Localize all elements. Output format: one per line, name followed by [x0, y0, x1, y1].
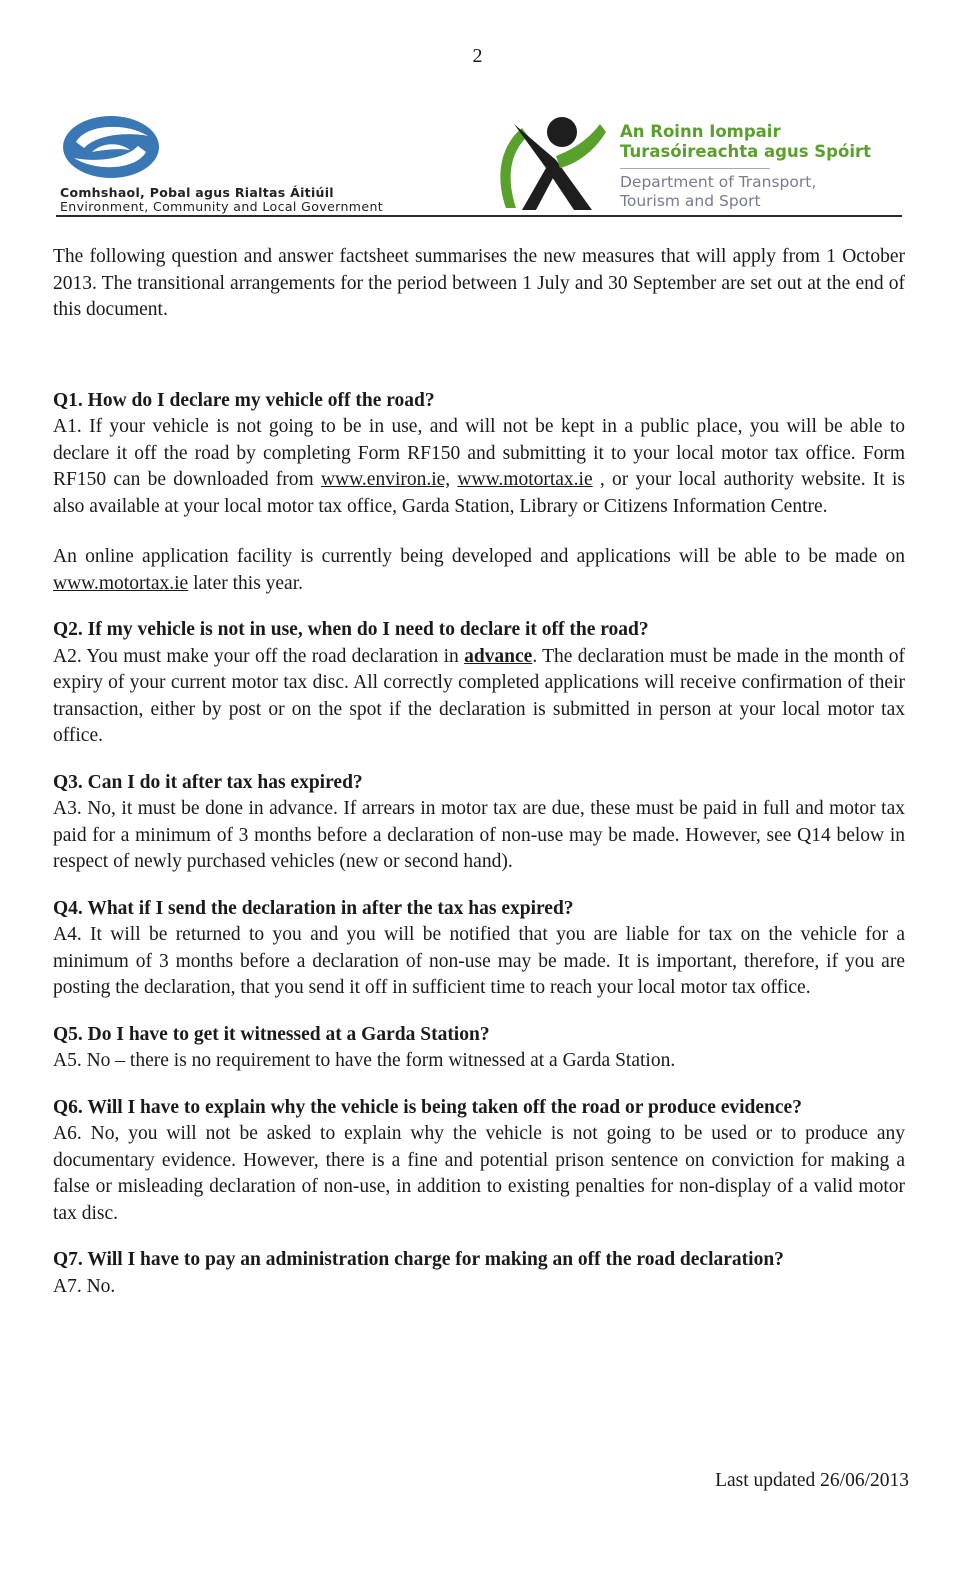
answer-label: A1 — [53, 416, 77, 437]
answer-a6 — [53, 1121, 905, 1227]
transport-department-irish-line2: Turasóireachta agus Spóirt — [620, 142, 871, 161]
header-divider — [56, 215, 902, 217]
question-q4: Q4. What if I send the declaration in after the tax has expired? — [53, 897, 574, 919]
answer-label: A4 — [53, 924, 77, 945]
answer-text: . No. — [76, 1275, 116, 1297]
advance-emphasis: advance — [464, 645, 533, 667]
environment-logo-icon — [56, 112, 166, 182]
transport-department-name — [620, 122, 871, 211]
online-text: later this year. — [188, 572, 304, 594]
transport-department-english-line2: Tourism and Sport — [620, 192, 761, 210]
online-facility-paragraph — [53, 544, 905, 597]
question-q3: Q3. Can I do it after tax has expired? — [53, 771, 363, 793]
answer-text: . It will be returned to you and you will be notified that you are liable for tax on the vehicle for a minimum of 3 months before a declaration of non-use may be made. It is important, therefore, if you are posting the declaration, that you send it off in sufficient time to reach your local motor tax office. — [53, 924, 905, 998]
environment-department-irish: Comhshaol, Pobal agus Rialtas Áitiúil — [60, 185, 334, 200]
answer-label: A7 — [53, 1275, 77, 1297]
answer-label: A5 — [53, 1050, 77, 1071]
qa-item-q5 — [53, 1022, 905, 1075]
letterhead — [52, 108, 900, 220]
answer-a3 — [53, 796, 905, 876]
last-updated: Last updated 26/06/2013 — [715, 1470, 909, 1491]
answer-a5 — [53, 1048, 905, 1075]
qa-item-q3 — [53, 770, 905, 876]
answer-label: A3 — [53, 798, 77, 819]
department-separator — [620, 168, 770, 169]
answer-label: A6 — [53, 1123, 77, 1144]
answer-text: , or your local authority website. It is also available at your local motor tax office, Garda Station, Library or Citizens Information Centre. — [53, 469, 905, 517]
question-q5: Q5. Do I have to get it witnessed at a Garda Station? — [53, 1023, 490, 1045]
question-q6: Q6. Will I have to explain why the vehicle is being taken off the road or produce evidence? — [53, 1096, 802, 1118]
question-q7: Q7. Will I have to pay an administration charge for making an off the road declaration? — [53, 1249, 784, 1270]
question-q2: Q2. If my vehicle is not in use, when do I need to declare it off the road? — [53, 619, 649, 640]
transport-department-english-line1: Department of Transport, — [620, 173, 817, 191]
question-q1: Q1. How do I declare my vehicle off the road? — [53, 389, 435, 411]
answer-text: . No, it must be done in advance. If arrears in motor tax are due, these must be paid in full and motor tax paid for a minimum of 3 months before a declaration of non-use may be made. However, see Q14 below in respect of newly purchased vehicles (new or second hand). — [53, 798, 905, 872]
qa-item-q4 — [53, 896, 905, 1002]
answer-a2 — [53, 644, 905, 750]
answer-a7 — [53, 1274, 905, 1301]
answer-text: . No, you will not be asked to explain why the vehicle is not going to be used or to produce any documentary evidence. However, there is a fine and potential prison sentence on conviction for making a false or misleading declaration of non-use, in addition to existing penalties for non-display of a valid motor tax disc. — [53, 1123, 905, 1224]
answer-text: . No – there is no requirement to have the form witnessed at a Garda Station. — [76, 1050, 676, 1071]
environ-link[interactable]: www.environ.ie, — [320, 469, 451, 490]
answer-text: . The declaration must be made in the month of expiry of your current motor tax disc. All correctly completed applications will receive confirmation of their transaction, either by post or on the spot if the declaration is submitted in person at your local motor tax office. — [53, 645, 905, 746]
motortax-link[interactable]: www.motortax.ie — [53, 572, 189, 594]
answer-a4 — [53, 922, 905, 1002]
answer-a1 — [53, 414, 905, 520]
qa-item-q7 — [53, 1247, 905, 1300]
qa-item-q6 — [53, 1095, 905, 1228]
motortax-link[interactable]: www.motortax.ie — [457, 469, 593, 490]
online-text: An online application facility is currently being developed and applications will be able to be made on — [53, 546, 905, 567]
page-number: 2 — [472, 45, 483, 67]
transport-logo-icon — [476, 110, 616, 214]
answer-text: . If your vehicle is not going to be in use, and will not be kept in a public place, you will be able to declare it off the road by completing Form RF150 and submitting it to your local motor tax office. Form RF150 can be downloaded from — [53, 416, 905, 490]
transport-department-irish-line1: An Roinn Iompair — [620, 122, 781, 141]
qa-item-q2 — [53, 617, 905, 750]
environment-department-english: Environment, Community and Local Government — [60, 199, 384, 214]
answer-text: . You must make your off the road declaration in — [76, 645, 465, 667]
intro-paragraph: The following question and answer factsheet summarises the new measures that will apply from 1 October 2013. The transitional arrangements for the period between 1 July and 30 September are set out at the end of this document. — [53, 246, 905, 320]
qa-item-q1 — [53, 388, 905, 598]
factsheet-body — [53, 244, 905, 1320]
environment-department-name — [60, 186, 383, 214]
answer-label: A2 — [53, 645, 77, 667]
